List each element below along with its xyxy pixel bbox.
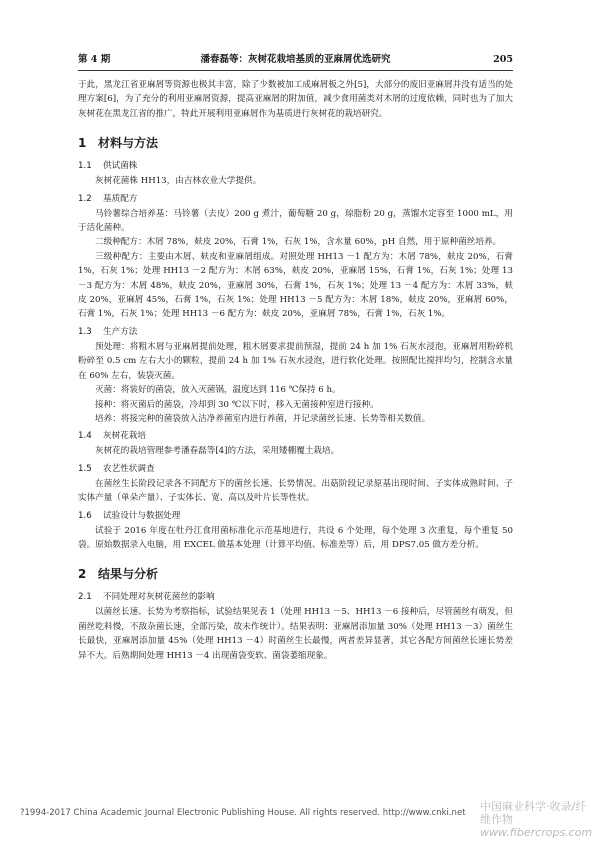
- paragraph: 在菌丝生长阶段记录各不同配方下的菌丝长速、长势情况。出菇阶段记录原基出现时间、子实体成熟时间、子实体产量（单朵产量）、子实体长、宽、高以及叶片长等性状。: [78, 478, 513, 504]
- section-number: 1: [78, 136, 87, 151]
- article-body: [78, 78, 513, 663]
- intro-paragraph: 于此，黑龙江省亚麻屑等资源也极其丰富，除了少数被加工成麻屑板之外[5]，大部分的废旧亚麻屑并没有适当的处理方案[6]，为了充分的利用亚麻屑资源，提高亚麻屑的附加值，减少食用菌类对木屑的过度依赖，同时也为了加大灰树花在黑龙江省的推广，特此开展利用亚麻屑作为基质进行灰树花的栽培研究。: [78, 80, 513, 119]
- subsection-heading-1-4: 1.4 灰树花栽培: [78, 431, 146, 442]
- subsection-heading-1-1: 1.1 供试菌株: [78, 161, 138, 172]
- paragraph: 预处理：将粗木屑与亚麻屑提前处理，粗木屑要求提前预湿，提前 24 h 加 1% 石灰水浸泡，亚麻屑用粉碎机粉碎至 0.5 cm 左右大小的颗粒，提前 24 h 加 1% 石灰水浸泡，进行软化处理。按照配比搅拌均匀，控制含水量在 60% 左右，装袋灭菌。: [78, 341, 513, 381]
- subsection-heading-1-5: 1.5 农艺性状调查: [78, 463, 155, 474]
- subsection-heading-1-3: 1.3 生产方法: [78, 326, 138, 337]
- watermark-text: 中国麻业科学·收录/纤维作物: [480, 800, 587, 826]
- paragraph: 灰树花的栽培管理参考潘春磊等[4]的方法，采用矮棚覆土栽培。: [95, 446, 340, 457]
- subsection-heading-1-6: 1.6 试验设计与数据处理: [78, 510, 181, 521]
- paragraph: 三级种配方：主要由木屑、麸皮和亚麻屑组成。对照处理 HH13 －1 配方为：木屑 78%，麸皮 20%，石膏 1%，石灰 1%；处理 HH13 －2 配方为：木屑 63%，麸皮 20%，亚麻屑 15%，石膏 1%，石灰 1%；处理 13 －3 配方为：木屑 48%，麸皮 20%，亚麻屑 30%，石膏 1%，石灰 1%；处理 13 －4 配方为：木屑 33%，麸皮 20%，亚麻屑 45%，石膏 1%，石灰 1%；处理 HH13 －5 配方为：木屑 18%，麸皮 20%，亚麻屑 60%，石膏 1%，石灰 1%；处理 HH13 －6 配方为：麸皮 20%，亚麻屑 78%，石膏 1%，石灰 1%。: [78, 251, 513, 320]
- issue-number: 第 4 期: [78, 54, 111, 65]
- header-rule: [78, 70, 513, 71]
- paragraph: 马铃薯综合培养基：马铃薯（去皮）200 g 煮汁，葡萄糖 20 g，琼脂粉 20 g，蒸馏水定容至 1000 mL，用于活化菌种。: [78, 208, 513, 234]
- watermark-url: www.fibercrops.com: [480, 826, 593, 839]
- paragraph: 以菌丝长速、长势为考察指标，试验结果见表 1（处理 HH13 －5、HH13 －6 接种后，尽管菌丝有萌发，但菌丝吃料慢，不敌杂菌长速，全部污染，故未作统计）。结果表明：亚麻屑添加量 30%（处理 HH13 －3）菌丝生长最快，亚麻屑添加量 45%（处理 HH13 －4）时菌丝生长最慢，两者差异显著，其它各配方间菌丝长速长势差异不大。后熟期间处理 HH13 －4 出现菌袋变软、菌袋萎缩现象。: [78, 607, 513, 661]
- paragraph: 接种：将灭菌后的菌袋，冷却到 30 ℃以下时，移入无菌接种室进行接种。: [95, 399, 379, 410]
- running-title: 潘春磊等：灰树花栽培基质的亚麻屑优选研究: [200, 54, 391, 65]
- page-number: 205: [493, 54, 513, 65]
- paragraph: 试验于 2016 年度在牡丹江食用菌标准化示范基地进行，共设 6 个处理，每个处理 3 次重复，每个重复 50 袋。原始数据录入电脑，用 EXCEL 做基本处理（计算平均值、标准差等）后，用 DPS7.05 做方差分析。: [78, 525, 513, 550]
- copyright-footer: ?1994-2017 China Academic Journal Electronic Publishing House. All rights reserved. http://www.cnki.net: [20, 808, 466, 818]
- paragraph: 二级种配方：木屑 78%，麸皮 20%，石膏 1%，石灰 1%，含水量 60%，pH 自然，用于原种菌丝培养。: [95, 237, 502, 248]
- paragraph: 灰树花菌株 HH13，由吉林农业大学提供。: [95, 176, 262, 187]
- section-title: 结果与分析: [98, 567, 159, 582]
- running-header: [78, 52, 513, 68]
- section-heading-2: [78, 566, 513, 582]
- paragraph: 灭菌：将装好的菌袋，放入灭菌锅，温度达到 116 ℃保持 6 h。: [95, 385, 341, 396]
- watermark: [480, 800, 595, 839]
- section-heading-1: [78, 135, 513, 151]
- paragraph: 培养：将接完种的菌袋放入洁净养菌室内进行养菌，并记录菌丝长速、长势等相关数值。: [95, 413, 431, 424]
- subsection-heading-1-2: 1.2 基质配方: [78, 193, 138, 204]
- subsection-heading-2-1: 2.1 不同处理对灰树花菌丝的影响: [78, 592, 215, 603]
- section-number: 2: [78, 567, 87, 582]
- section-title: 材料与方法: [98, 136, 159, 151]
